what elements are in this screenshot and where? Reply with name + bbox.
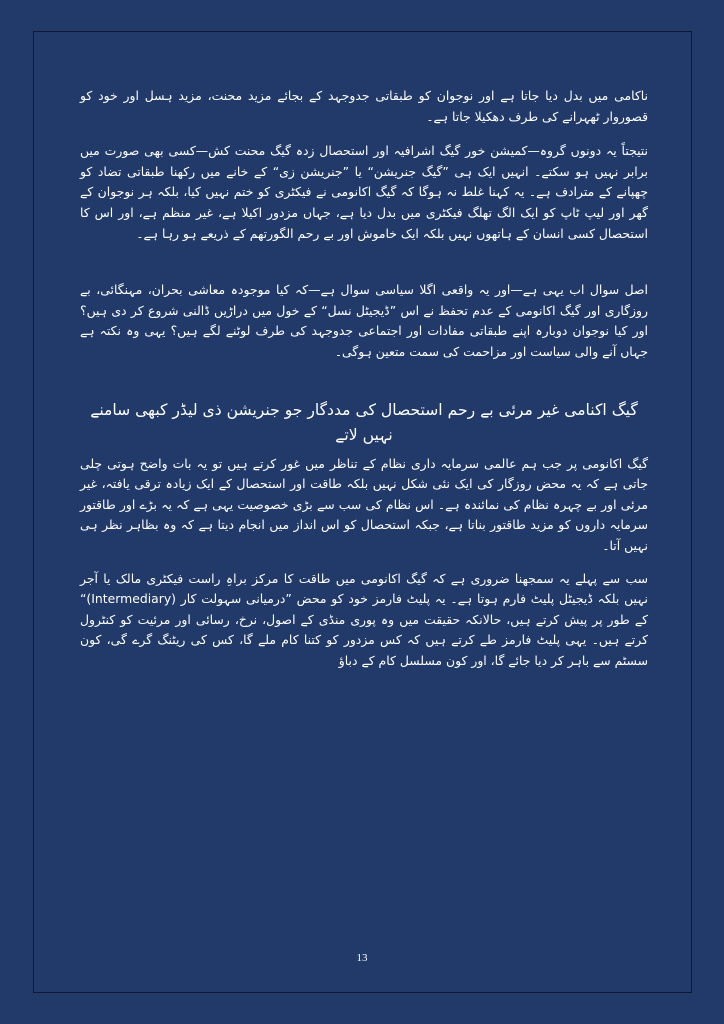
section-paragraph-2: سب سے پہلے یہ سمجھنا ضروری ہے کہ گیگ اکانومی میں طاقت کا مرکز براہِ راست فیکٹری مالک یا آجر نہیں بلکہ ڈیجیٹل پلیٹ فارم ہوتا ہے۔ یہ پلیٹ فارمز خود کو محض ”درمیانی سہولت کار (Intermediary)“ کے طور پر پیش کرتے ہیں، حالانکہ حقیقت میں وہ پوری منڈی کے اصول، نرخ، رسائی اور مرئیت کو کنٹرول کرتے ہیں۔ یہی پلیٹ فارمز طے کرتے ہیں کہ کس مزدور کو کتنا کام ملے گا، کس کی ریٹنگ گرے گی، کون سسٹم سے باہر کر دیا جائے گا، اور کون مسلسل کام کے دباؤ <box>80 570 648 668</box>
page-number: 13 <box>356 952 368 964</box>
section-heading: گیگ اکنامی غیر مرئی بے رحم استحصال کی مددگار جو جنریشن ذی لیڈر کبھی سامنے نہیں لاتے <box>90 400 638 444</box>
document-body <box>80 86 648 671</box>
paragraph-2: نتیجتاً یہ دونوں گروہ—کمیشن خور گیگ اشرافیہ اور استحصال زدہ گیگ محنت کش—کسی بھی صورت میں برابر نہیں ہو سکتے۔ انہیں ایک ہی ”گیگ جنریشن“ یا ”جنریشن زی“ کے خانے میں رکھنا طبقاتی تضاد کو چھپانے کے مترادف ہے۔ یہ کہنا غلط نہ ہوگا کہ گیگ اکانومی نے فیکٹری کو ختم نہیں کیا، بلکہ ہر نوجوان کے گھر اور لیپ ٹاپ کو ایک الگ تھلگ فیکٹری میں بدل دیا ہے، جہاں مزدور اکیلا ہے، غیر منظم ہے، اور اس کا استحصال کسی انسان کے ہاتھوں نہیں بلکہ ایک خاموش اور بے رحم الگورتھم کے ذریعے ہو رہا ہے۔ <box>80 143 648 241</box>
section-paragraph-1: گیگ اکانومی پر جب ہم عالمی سرمایہ داری نظام کے تناظر میں غور کرتے ہیں تو یہ بات واضح ہوتی چلی جاتی ہے کہ یہ محض روزگار کی ایک نئی شکل نہیں بلکہ طاقت اور استحصال کے ایک زیادہ ترقی یافتہ، غیر مرئی اور بے چہرہ نظام کی نمائندہ ہے۔ اس نظام کی سب سے بڑی خصوصیت یہی ہے کہ یہ بڑے اور طاقتور سرمایہ داروں کو مزید طاقتور بناتا ہے، جبکہ استحصال کو اس انداز میں انجام دیتا ہے کہ وہ بظاہر نظر ہی نہیں آتا۔ <box>80 455 648 553</box>
paragraph-1: ناکامی میں بدل دیا جاتا ہے اور نوجوان کو طبقاتی جدوجہد کے بجائے مزید محنت، مزید ہسل اور خود کو قصوروار ٹھہرانے کی طرف دھکیلا جاتا ہے۔ <box>80 88 648 124</box>
paragraph-3: اصل سوال اب یہی ہے—اور یہ واقعی اگلا سیاسی سوال ہے—کہ کیا موجودہ معاشی بحران، مہنگائی، بے روزگاری اور گیگ اکانومی کے عدم تحفظ نے اس ”ڈیجیٹل نسل“ کے خول میں دراڑیں ڈالنی شروع کر دی ہیں؟ اور کیا نوجوان دوبارہ اپنے طبقاتی مفادات اور اجتماعی جدوجہد کی طرف لوٹنے لگے ہیں؟ یہی وہ نکتہ ہے جہاں آنے والی سیاست اور مزاحمت کی سمت متعین ہوگی۔ <box>80 282 648 359</box>
